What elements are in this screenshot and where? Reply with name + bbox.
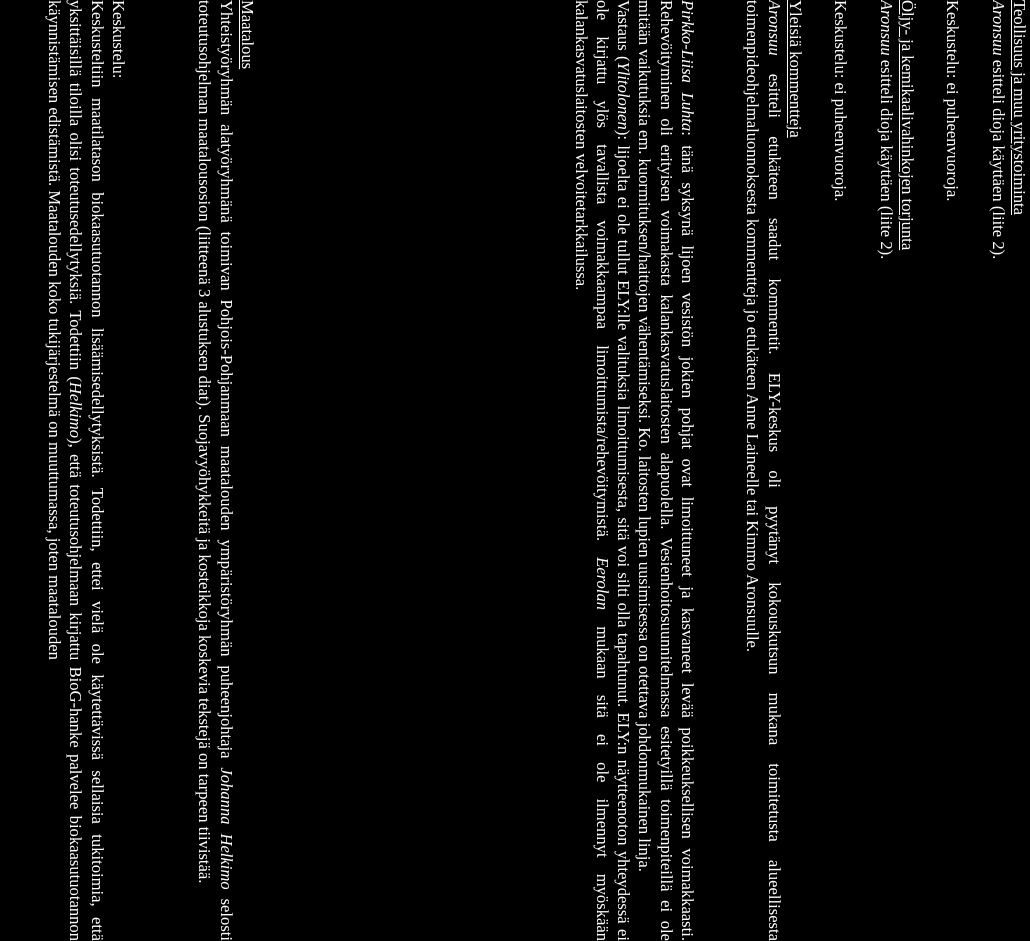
maatalous-paragraph-1: Yhteistyöryhmän alatyöryhmänä toimivan Pohjois-Pohjanmaan maatalouden ympäristöryhmän puheenjohtaja Johanna Helkimo selosti toteutusohjelman maatalousosion (liitteenä 3 alustuksen diat). Suojavyöhykkeitä ja kosteikkoja koskevia tekstejä on tarpeen tiivistää. [195, 0, 236, 941]
oljy-presenter-line: Aronsuu esitteli dioja käyttäen (liite 2). [876, 0, 896, 260]
heading-maatalous: Maatalous [238, 0, 257, 70]
section-oljy [875, 0, 918, 941]
section-maatalous [194, 0, 258, 941]
section-yleisia [742, 0, 806, 941]
section-teollisuus-discussion [942, 0, 963, 941]
yleisia-paragraph-2: Pirkko-Liisa Luhta: tänä syksynä lijoen vesistön jokien pohjat ovat limoittuneet ja kasvaneet levää poikkeuksellisen voimakkaasti. Rehevöityminen oli erityisen voimakasta kalankasvatuslaitosten alapuolella. Vesienhoitosuunnitelmassa esitetyillä toimenpiteillä ei ole mitään vaikutuksia em. kuormituksen/haittojen vähentämiseksi. Ko. laitosten lupien uusimisessa on otettava johdonmukainen linja. [635, 0, 697, 941]
section-maatalous-discussion [44, 0, 129, 941]
heading-teollisuus: Teollisuus ja muu yritystoiminta [1010, 0, 1029, 216]
presenter-name: Aronsuu [876, 0, 896, 56]
maatalous-paragraph-2: Keskusteltiin maatilatason biokaasutuotannon lisäämisedellytyksistä. Todettiin, ettei vielä ole käytettävissä sellaisia tukitoimia, että yksittäisillä tiloilla olisi toteutusedellytyksiä. Todettiin (Helkimo), että toteutusohjelmaan kirjattu BioG-hanke palvelee biokaasutuotannon käynnistämisen edistämistä. Maatalouden koko tukijärjestelmä on muuttumassa, joten maatalouden [45, 0, 107, 941]
oljy-discussion: Keskustelu: ei puheenvuoroja. [831, 0, 850, 202]
yleisia-paragraph-3: Vastaus (Ylitolonen): lijoelta ei ole tullut ELY:lle valituksia limoittumisesta, sitä voi silti olla tapahtunut. ELY:n näytteenoton yhteydessä ei ole kirjattu ylös tavallista voimakkaampaa limoittumista/rehevöitymistä. Eerolan mukaan sitä ei ole ilmennyt myöskään kalankasvatuslaitosten velvoitetarkkailussa. [571, 0, 634, 941]
maatalous-discussion-label: Keskustelu: [109, 0, 128, 79]
section-yleisia-luhta [570, 0, 698, 941]
section-teollisuus [987, 0, 1030, 941]
teollisuus-presenter-line: Aronsuu esitteli dioja käyttäen (liite 2). [988, 0, 1008, 260]
teollisuus-discussion: Keskustelu: ei puheenvuoroja. [943, 0, 962, 202]
heading-oljy: Öljy- ja kemikaalivahinkojen torjunta [898, 0, 917, 251]
section-oljy-discussion [830, 0, 851, 941]
heading-yleisia: Yleisiä kommentteja [786, 0, 805, 138]
presenter-name: Aronsuu [988, 0, 1008, 56]
yleisia-paragraph-1: Aronsuu esitteli etukäteen saadut kommentit. ELY-keskus oli pyytänyt kokouskutsun mukana toimitetusta alueellisesta toimenpideohjelmaluonnoksesta kommentteja jo etukäteen Anne Laineelle tai Kimmo Aronsuulle. [743, 0, 784, 941]
